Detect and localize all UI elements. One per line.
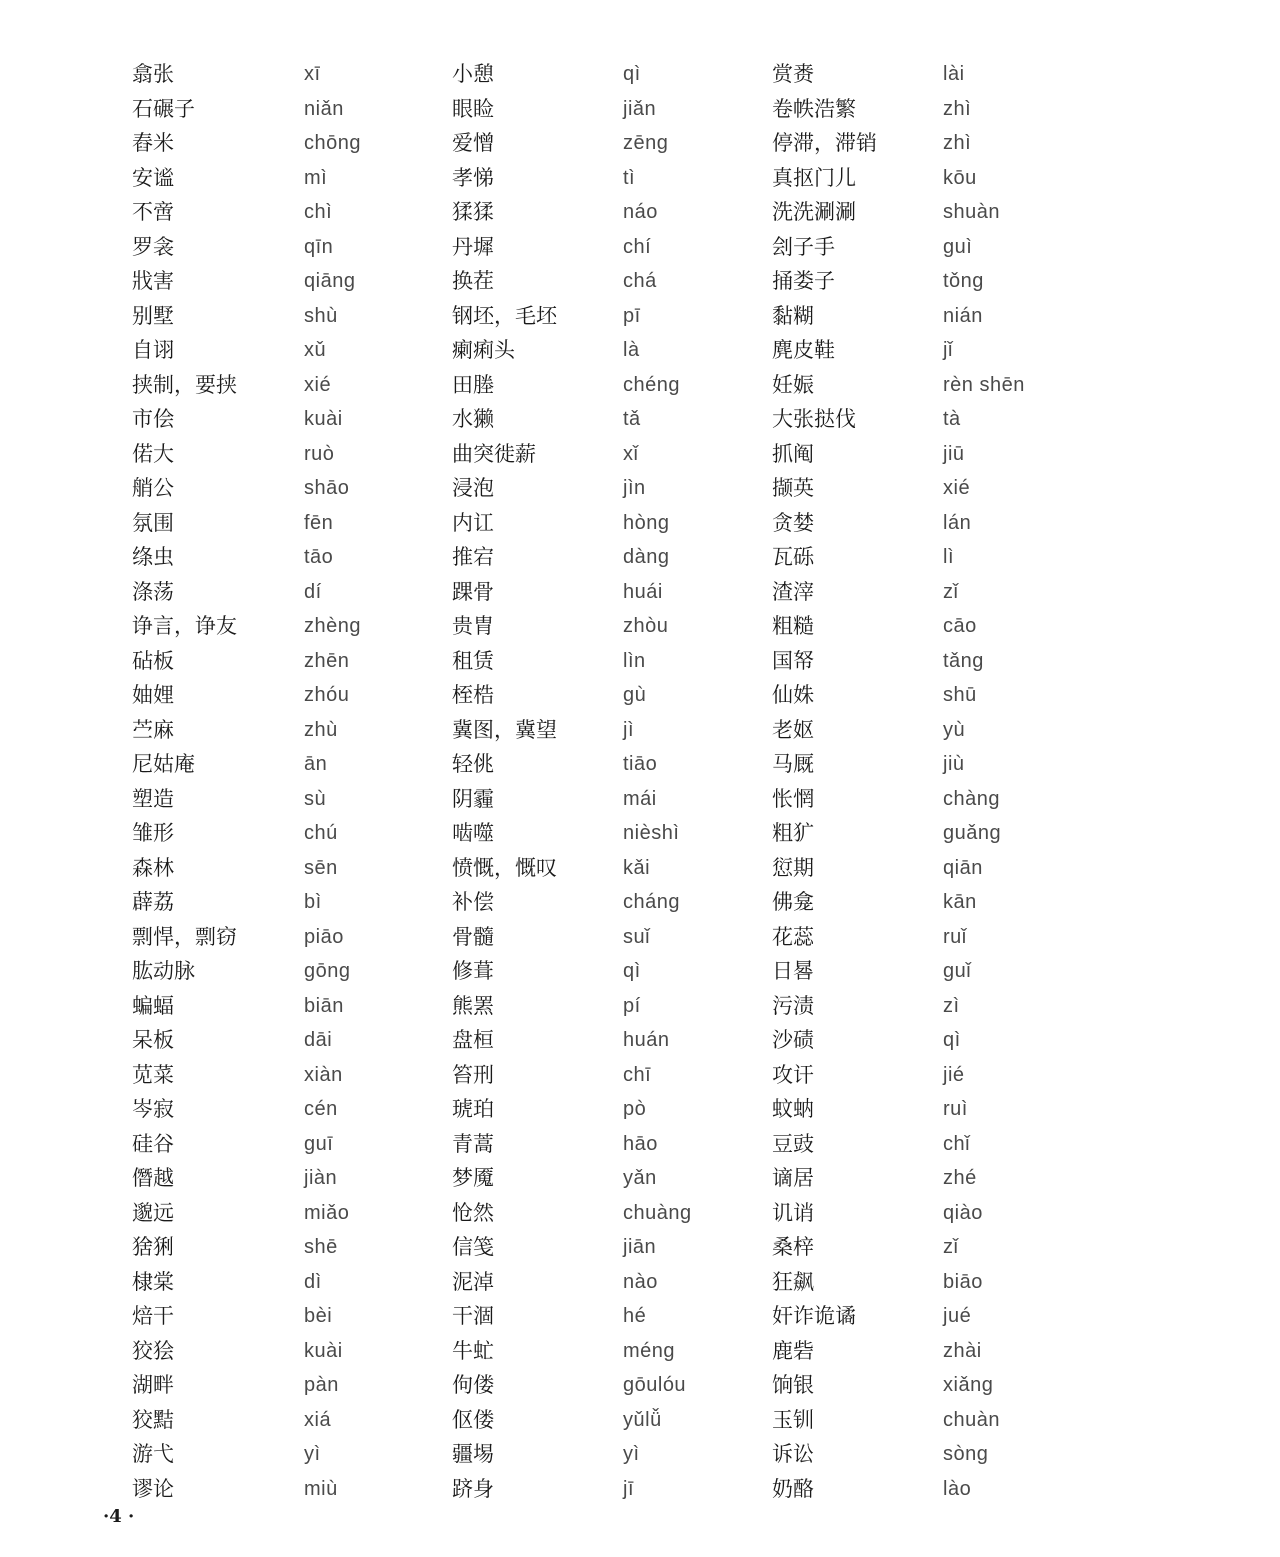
vocab-word: 怆然 xyxy=(452,1200,494,1225)
pinyin-reading: kǎi xyxy=(623,856,651,879)
vocab-word: 爱憎 xyxy=(452,131,494,155)
pinyin-reading: jiǎn xyxy=(623,97,657,120)
vocab-word: 真抠门儿 xyxy=(772,165,856,190)
pinyin-reading: qīn xyxy=(304,235,334,258)
vocab-word: 怅惘 xyxy=(772,786,814,811)
vocab-word: 眼睑 xyxy=(452,96,494,121)
pinyin-reading: chǐ xyxy=(943,1132,971,1155)
vocab-word: 笞刑 xyxy=(452,1062,494,1087)
pinyin-reading: zhì xyxy=(943,97,972,120)
pinyin-reading: chuàn xyxy=(943,1408,1000,1431)
vocab-word: 赏赉 xyxy=(772,62,814,86)
pinyin-reading: mái xyxy=(623,787,657,810)
pinyin-reading: tiāo xyxy=(623,753,658,775)
pinyin-reading: jī xyxy=(623,1477,634,1500)
pinyin-reading: niǎn xyxy=(304,97,344,120)
pinyin-reading: gōng xyxy=(304,960,351,982)
pinyin-reading: qì xyxy=(943,1029,961,1051)
pinyin-reading: chú xyxy=(304,822,338,844)
pinyin-reading: kān xyxy=(943,891,977,913)
vocab-word: 水獭 xyxy=(452,407,494,431)
table-row xyxy=(0,1472,1280,1506)
pinyin-reading: tǎ xyxy=(623,408,641,430)
vocab-word: 泥淖 xyxy=(452,1269,494,1294)
pinyin-reading: hé xyxy=(623,1305,647,1327)
table-row xyxy=(0,920,1280,954)
vocab-word: 轻佻 xyxy=(452,752,494,776)
pinyin-reading: hòng xyxy=(623,511,670,534)
vocab-word: 大张挞伐 xyxy=(772,407,856,431)
pinyin-reading: biān xyxy=(304,994,344,1017)
pinyin-reading: dāi xyxy=(304,1029,333,1051)
vocab-word: 粗糙 xyxy=(772,614,814,638)
vocab-word: 艄公 xyxy=(132,476,174,500)
vocab-word: 黏糊 xyxy=(772,303,814,328)
pinyin-reading: cén xyxy=(304,1098,338,1120)
vocab-word: 撷英 xyxy=(772,476,814,500)
pinyin-reading: shāo xyxy=(304,477,350,499)
vocab-word: 诉讼 xyxy=(772,1442,814,1466)
vocab-word: 渣滓 xyxy=(772,579,814,604)
vocab-word: 苎麻 xyxy=(132,717,174,742)
vocab-word: 曲突徙薪 xyxy=(452,441,536,466)
vocab-word: 苋菜 xyxy=(132,1062,174,1087)
pinyin-reading: xiǎng xyxy=(943,1374,994,1396)
pinyin-reading: qiào xyxy=(943,1201,983,1224)
vocab-word: 猞猁 xyxy=(132,1235,174,1259)
pinyin-reading: tì xyxy=(623,166,636,189)
vocab-word: 洗洗涮涮 xyxy=(772,200,856,224)
vocab-word: 瓦砾 xyxy=(772,545,814,569)
pinyin-reading: jié xyxy=(943,1063,965,1086)
vocab-word: 谬论 xyxy=(132,1476,174,1501)
pinyin-reading: gōulóu xyxy=(623,1374,687,1396)
vocab-word: 狂飙 xyxy=(772,1269,814,1294)
pinyin-reading: mì xyxy=(304,166,328,189)
vocab-word: 抓阄 xyxy=(772,441,814,466)
pinyin-reading: lìn xyxy=(623,649,646,672)
vocab-word: 麂皮鞋 xyxy=(772,338,835,362)
pinyin-reading: huán xyxy=(623,1029,670,1051)
pinyin-reading: qiān xyxy=(943,856,983,879)
pinyin-reading: zì xyxy=(943,994,960,1017)
pinyin-reading: jìn xyxy=(623,477,646,499)
table-row xyxy=(0,644,1280,678)
vocab-word: 信笺 xyxy=(452,1235,494,1259)
pinyin-reading: rèn shēn xyxy=(943,373,1025,396)
pinyin-reading: kuài xyxy=(304,408,343,430)
table-row xyxy=(0,609,1280,643)
vocab-word: 仙姝 xyxy=(772,683,814,707)
vocab-word: 骨髓 xyxy=(452,924,494,949)
vocab-word: 马厩 xyxy=(772,752,814,776)
vocab-word: 换茬 xyxy=(452,269,494,293)
pinyin-reading: ān xyxy=(304,753,328,775)
table-row xyxy=(0,264,1280,298)
vocab-word: 内讧 xyxy=(452,510,494,535)
vocab-word: 伛偻 xyxy=(452,1407,494,1432)
pinyin-reading: dàng xyxy=(623,546,670,568)
table-row xyxy=(0,368,1280,402)
pinyin-reading: jiān xyxy=(623,1236,657,1258)
table-row xyxy=(0,1230,1280,1264)
pinyin-reading: zhé xyxy=(943,1167,977,1189)
table-row xyxy=(0,885,1280,919)
pinyin-reading: kōu xyxy=(943,166,977,189)
pinyin-reading: nián xyxy=(943,304,983,327)
pinyin-reading: chuàng xyxy=(623,1201,692,1224)
pinyin-reading: zhù xyxy=(304,718,338,741)
pinyin-reading: yǔlǚ xyxy=(623,1408,662,1431)
pinyin-reading: lán xyxy=(943,511,972,534)
vocab-word: 田塍 xyxy=(452,372,494,397)
vocab-word: 焙干 xyxy=(132,1304,174,1328)
vocab-word: 奸诈诡谲 xyxy=(772,1304,856,1328)
table-row xyxy=(0,1058,1280,1092)
vocab-word: 租赁 xyxy=(452,648,494,673)
table-row xyxy=(0,506,1280,540)
pinyin-reading: jiū xyxy=(943,442,965,465)
pinyin-reading: zǐ xyxy=(943,580,959,603)
pinyin-reading: jiù xyxy=(943,753,965,775)
pinyin-reading: sòng xyxy=(943,1443,989,1465)
pinyin-reading: xié xyxy=(943,477,971,499)
vocab-word: 游弋 xyxy=(132,1442,174,1466)
table-row xyxy=(0,1403,1280,1437)
vocab-word: 妯娌 xyxy=(132,683,174,707)
table-row xyxy=(0,1161,1280,1195)
vocab-word: 贵胄 xyxy=(452,614,494,638)
table-row xyxy=(0,333,1280,367)
table-row xyxy=(0,954,1280,988)
vocab-word: 偌大 xyxy=(132,441,174,466)
vocab-word: 丹墀 xyxy=(452,234,494,259)
vocab-word: 诤言，诤友 xyxy=(132,614,237,638)
pinyin-reading: jì xyxy=(623,718,634,741)
vocab-word: 戕害 xyxy=(132,269,174,293)
vocab-word: 冀图，冀望 xyxy=(452,717,557,742)
table-row xyxy=(0,161,1280,195)
table-row xyxy=(0,747,1280,781)
pinyin-reading: qì xyxy=(623,63,641,85)
pinyin-reading: chá xyxy=(623,270,657,292)
vocab-word: 狡狯 xyxy=(132,1338,174,1363)
vocab-word: 疆埸 xyxy=(452,1442,494,1466)
vocab-word: 狡黠 xyxy=(132,1407,174,1432)
vocab-word: 肱动脉 xyxy=(132,959,195,983)
pinyin-reading: tǒng xyxy=(943,270,984,292)
vocab-word: 卷帙浩繁 xyxy=(772,96,856,121)
pinyin-reading: shù xyxy=(304,304,338,327)
vocab-word: 森林 xyxy=(132,855,174,880)
pinyin-reading: ruǐ xyxy=(943,925,967,948)
pinyin-reading: bì xyxy=(304,891,322,913)
pinyin-reading: lài xyxy=(943,63,965,85)
pinyin-reading: yǎn xyxy=(623,1167,657,1189)
pinyin-reading: nào xyxy=(623,1270,658,1293)
vocab-word: 自诩 xyxy=(132,338,174,362)
pinyin-reading: guǎng xyxy=(943,822,1002,844)
vocab-word: 国帑 xyxy=(772,648,814,673)
vocab-word: 挟制，要挟 xyxy=(132,372,237,397)
pinyin-reading: xī xyxy=(304,63,321,85)
vocab-word: 愤慨，慨叹 xyxy=(452,855,557,880)
vocab-word: 棣棠 xyxy=(132,1269,174,1294)
vocab-word: 氛围 xyxy=(132,510,174,535)
vocab-word: 雏形 xyxy=(132,821,174,845)
pinyin-reading: jiàn xyxy=(304,1167,338,1189)
pinyin-reading: sù xyxy=(304,787,327,810)
pinyin-reading: náo xyxy=(623,201,658,223)
pinyin-reading: chí xyxy=(623,235,652,258)
vocab-word: 别墅 xyxy=(132,303,174,328)
vocab-word: 干涸 xyxy=(452,1304,494,1328)
pinyin-reading: tà xyxy=(943,408,961,430)
pinyin-reading: chī xyxy=(623,1063,652,1086)
pinyin-reading: huái xyxy=(623,580,663,603)
vocab-word: 邈远 xyxy=(132,1200,174,1225)
vocab-word: 岑寂 xyxy=(132,1097,174,1121)
pinyin-reading: chì xyxy=(304,201,333,223)
vocab-word: 孝悌 xyxy=(452,165,494,190)
pinyin-reading: miǎo xyxy=(304,1201,350,1224)
pinyin-reading: pī xyxy=(623,304,641,327)
vocab-word: 蝙蝠 xyxy=(132,993,174,1018)
vocab-word: 桎梏 xyxy=(452,683,494,707)
vocab-word: 佝偻 xyxy=(452,1373,494,1397)
pinyin-reading: méng xyxy=(623,1339,676,1362)
vocab-word: 盘桓 xyxy=(452,1028,494,1052)
pinyin-reading: là xyxy=(623,339,640,361)
pinyin-reading: chéng xyxy=(623,373,680,396)
vocab-word: 捅娄子 xyxy=(772,269,835,293)
pinyin-reading: guì xyxy=(943,235,973,258)
vocab-word: 愆期 xyxy=(772,855,814,880)
pinyin-reading: ruò xyxy=(304,442,335,465)
vocab-word: 鹿砦 xyxy=(772,1338,814,1363)
pinyin-reading: zhòu xyxy=(623,615,669,637)
vocab-word: 涤荡 xyxy=(132,579,174,604)
pinyin-reading: zhài xyxy=(943,1339,982,1362)
table-row xyxy=(0,782,1280,816)
pinyin-reading: piāo xyxy=(304,925,344,948)
pinyin-reading: gù xyxy=(623,684,647,706)
vocab-word: 贪婪 xyxy=(772,510,814,535)
vocab-word: 佛龛 xyxy=(772,890,814,914)
vocab-word: 停滞，滞销 xyxy=(772,131,877,155)
table-row xyxy=(0,1023,1280,1057)
pinyin-reading: xié xyxy=(304,373,332,396)
pinyin-reading: ruì xyxy=(943,1098,968,1120)
table-row xyxy=(0,1368,1280,1402)
table-row xyxy=(0,1127,1280,1161)
vocab-word: 沙碛 xyxy=(772,1028,814,1052)
table-row xyxy=(0,1299,1280,1333)
vocab-word: 湖畔 xyxy=(132,1373,174,1397)
pinyin-reading: pàn xyxy=(304,1374,339,1396)
pinyin-reading: yì xyxy=(304,1443,321,1465)
vocab-word: 污渍 xyxy=(772,993,814,1018)
vocab-word: 舂米 xyxy=(132,131,174,155)
pinyin-reading: pò xyxy=(623,1098,647,1120)
pinyin-reading: hāo xyxy=(623,1132,658,1155)
vocab-word: 玉钏 xyxy=(772,1407,814,1432)
pinyin-reading: bèi xyxy=(304,1305,333,1327)
vocab-word: 跻身 xyxy=(452,1476,494,1501)
vocab-word: 塑造 xyxy=(132,786,174,811)
vocab-word: 市侩 xyxy=(132,407,174,431)
table-row xyxy=(0,126,1280,160)
table-row xyxy=(0,1196,1280,1230)
pinyin-reading: xiàn xyxy=(304,1063,343,1086)
table-row xyxy=(0,230,1280,264)
table-row xyxy=(0,540,1280,574)
vocab-word: 补偿 xyxy=(452,890,494,914)
pinyin-reading: sēn xyxy=(304,856,338,879)
vocab-word: 阴霾 xyxy=(452,786,494,811)
vocab-word: 老妪 xyxy=(772,717,814,742)
pinyin-reading: tāo xyxy=(304,546,334,568)
pinyin-reading: zǐ xyxy=(943,1236,959,1258)
table-row xyxy=(0,92,1280,126)
pinyin-reading: chàng xyxy=(943,787,1000,810)
vocab-word: 罗衾 xyxy=(132,234,174,259)
pinyin-reading: jǐ xyxy=(943,339,953,361)
pinyin-reading: fēn xyxy=(304,511,334,534)
table-row xyxy=(0,989,1280,1023)
vocab-word: 绦虫 xyxy=(132,545,174,569)
vocab-word: 桑梓 xyxy=(772,1235,814,1259)
pinyin-reading: zhì xyxy=(943,132,972,154)
pinyin-reading: cāo xyxy=(943,615,977,637)
vocab-word: 呆板 xyxy=(132,1028,174,1052)
pinyin-reading: guī xyxy=(304,1132,334,1155)
vocab-word: 粗犷 xyxy=(772,821,814,845)
pinyin-reading: shū xyxy=(943,684,977,706)
vocab-word: 剽悍，剽窃 xyxy=(132,924,237,949)
vocab-word: 讥诮 xyxy=(772,1200,814,1225)
pinyin-reading: yù xyxy=(943,718,966,741)
pinyin-reading: chōng xyxy=(304,132,361,154)
pinyin-reading: xiá xyxy=(304,1408,332,1431)
vocab-word: 蚊蚋 xyxy=(772,1097,814,1121)
vocab-word: 牛虻 xyxy=(452,1338,494,1363)
vocab-word: 刽子手 xyxy=(772,234,835,259)
table-row xyxy=(0,851,1280,885)
pinyin-reading: lào xyxy=(943,1477,972,1500)
pinyin-reading: suǐ xyxy=(623,925,651,948)
pinyin-reading: zhóu xyxy=(304,684,350,706)
table-row xyxy=(0,402,1280,436)
table-row xyxy=(0,471,1280,505)
vocab-word: 不啻 xyxy=(132,200,174,224)
vocab-word: 小憩 xyxy=(452,62,494,86)
vocab-word: 豆豉 xyxy=(772,1131,814,1156)
vocab-word: 饷银 xyxy=(772,1373,814,1397)
table-row xyxy=(0,575,1280,609)
pinyin-reading: xǔ xyxy=(304,339,327,361)
pinyin-reading: lì xyxy=(943,546,954,568)
table-row xyxy=(0,713,1280,747)
table-row xyxy=(0,57,1280,91)
pinyin-reading: pí xyxy=(623,994,641,1017)
pinyin-reading: tǎng xyxy=(943,649,984,672)
pinyin-reading: guǐ xyxy=(943,960,972,982)
pinyin-reading: biāo xyxy=(943,1270,983,1293)
vocab-word: 瘌痢头 xyxy=(452,338,515,362)
vocab-word: 熊罴 xyxy=(452,993,494,1018)
pinyin-reading: jué xyxy=(943,1305,972,1327)
page-number: ·4 · xyxy=(103,1506,135,1527)
table-row xyxy=(0,1092,1280,1126)
vocab-word: 踝骨 xyxy=(452,579,494,604)
table-row xyxy=(0,299,1280,333)
vocab-word: 推宕 xyxy=(452,545,494,569)
vocab-word: 安谧 xyxy=(132,165,174,190)
pinyin-reading: qì xyxy=(623,960,641,982)
pinyin-reading: qiāng xyxy=(304,270,356,292)
pinyin-reading: zēng xyxy=(623,132,669,154)
pinyin-reading: zhèng xyxy=(304,615,361,637)
vocab-word: 攻讦 xyxy=(772,1062,814,1087)
vocab-word: 妊娠 xyxy=(772,372,814,397)
table-row xyxy=(0,195,1280,229)
pinyin-reading: cháng xyxy=(623,891,680,913)
table-row xyxy=(0,437,1280,471)
vocab-word: 青蒿 xyxy=(452,1131,494,1156)
vocab-word: 薜荔 xyxy=(132,890,174,914)
pinyin-reading: dì xyxy=(304,1270,322,1293)
pinyin-reading: shē xyxy=(304,1236,338,1258)
vocab-word: 砧板 xyxy=(132,648,174,673)
vocab-word: 奶酪 xyxy=(772,1476,814,1501)
pinyin-reading: zhēn xyxy=(304,649,350,672)
pinyin-reading: shuàn xyxy=(943,201,1000,223)
vocab-word: 尼姑庵 xyxy=(132,752,195,776)
vocab-word: 钢坯，毛坯 xyxy=(452,303,557,328)
pinyin-reading: miù xyxy=(304,1477,338,1500)
vocab-word: 硅谷 xyxy=(132,1131,174,1156)
pinyin-reading: nièshì xyxy=(623,822,680,844)
vocab-word: 花蕊 xyxy=(772,924,814,949)
vocab-word: 琥珀 xyxy=(452,1097,494,1121)
table-row xyxy=(0,678,1280,712)
table-row xyxy=(0,1437,1280,1471)
vocab-word: 梦魇 xyxy=(452,1166,494,1190)
vocab-word: 猱猱 xyxy=(452,200,494,224)
pinyin-reading: xǐ xyxy=(623,442,639,465)
vocab-word: 谪居 xyxy=(772,1166,814,1190)
vocab-word: 啮噬 xyxy=(452,821,494,845)
pinyin-reading: yì xyxy=(623,1443,640,1465)
vocab-word: 浸泡 xyxy=(452,476,494,500)
table-row xyxy=(0,816,1280,850)
vocab-word: 僭越 xyxy=(132,1166,174,1190)
vocab-word: 修葺 xyxy=(452,959,494,983)
pinyin-reading: kuài xyxy=(304,1339,343,1362)
vocab-word: 石碾子 xyxy=(132,96,195,121)
vocab-word: 翕张 xyxy=(132,62,174,86)
pinyin-reading: dí xyxy=(304,580,322,603)
vocab-word: 日晷 xyxy=(772,959,814,983)
table-row xyxy=(0,1265,1280,1299)
table-row xyxy=(0,1334,1280,1368)
